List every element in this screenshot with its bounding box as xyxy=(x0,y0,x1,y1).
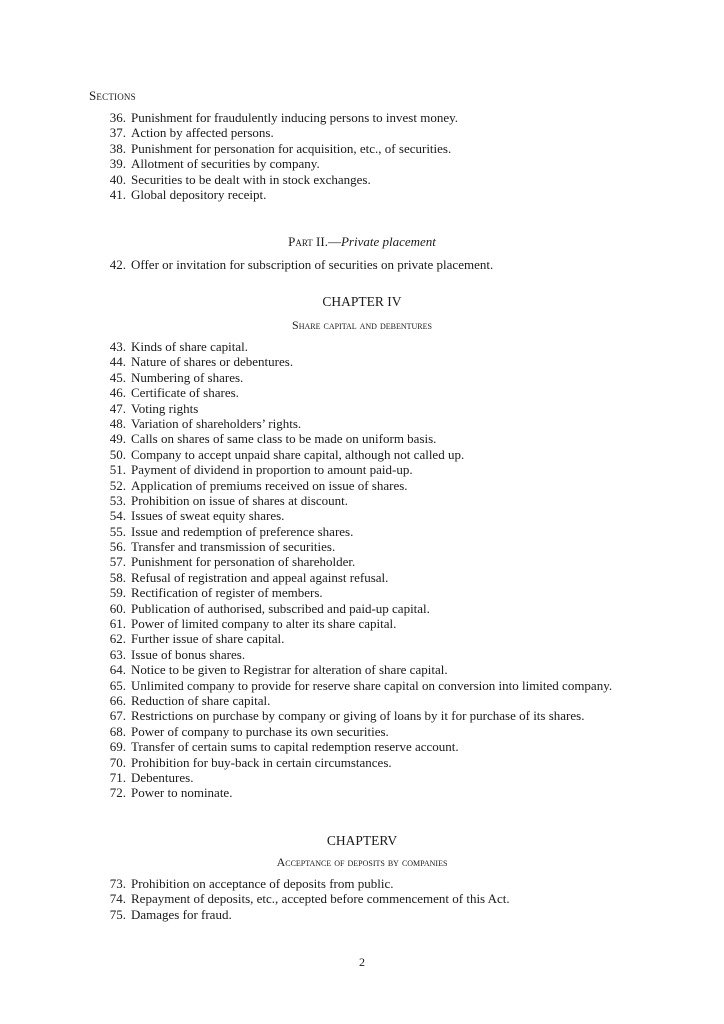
section-item xyxy=(0,585,724,600)
section-title: Power of limited company to alter its share capital. xyxy=(131,616,397,632)
section-item xyxy=(0,708,724,723)
section-title: Nature of shares or debentures. xyxy=(131,354,294,370)
section-item xyxy=(0,172,724,187)
section-title: Prohibition on acceptance of deposits from public. xyxy=(131,876,394,891)
section-number: 50. xyxy=(109,446,126,462)
section-number: 69. xyxy=(109,739,126,755)
part-title: Private placement xyxy=(340,234,436,249)
part-prefix: Part II. xyxy=(288,234,328,249)
section-item xyxy=(0,462,724,477)
section-number: 64. xyxy=(109,662,126,678)
section-number: 37. xyxy=(109,125,126,141)
section-title: Prohibition on issue of shares at discount. xyxy=(131,492,349,508)
section-item xyxy=(0,431,724,446)
section-title: Punishment for personation for acquisition, etc., of securities. xyxy=(131,140,452,156)
section-title: Securities to be dealt with in stock exchanges. xyxy=(131,171,371,187)
section-number: 60. xyxy=(109,600,126,616)
section-number: 73. xyxy=(109,876,126,891)
section-title: Publication of authorised, subscribed and paid-up capital. xyxy=(131,600,430,616)
section-list-group3 xyxy=(0,339,724,801)
section-title: Punishment for fraudulently inducing persons to invest money. xyxy=(131,110,458,125)
section-item xyxy=(0,339,724,354)
section-title: Further issue of share capital. xyxy=(131,631,285,647)
section-number: 74. xyxy=(109,891,126,907)
section-title: Damages for fraud. xyxy=(131,906,232,922)
section-item xyxy=(0,876,724,891)
section-title: Refusal of registration and appeal against refusal. xyxy=(131,569,389,585)
section-title: Repayment of deposits, etc., accepted before commencement of this Act. xyxy=(131,891,510,907)
section-number: 61. xyxy=(109,616,126,632)
section-list-group1 xyxy=(0,110,724,202)
section-title: Action by affected persons. xyxy=(131,125,274,141)
section-number: 65. xyxy=(109,677,126,693)
section-number: 62. xyxy=(109,631,126,647)
section-list-group4 xyxy=(0,876,724,922)
section-item xyxy=(0,724,724,739)
section-title: Power to nominate. xyxy=(131,785,233,801)
section-number: 36. xyxy=(109,110,126,125)
section-item xyxy=(0,125,724,140)
section-title: Transfer and transmission of securities. xyxy=(131,539,336,555)
section-item xyxy=(0,693,724,708)
section-number: 46. xyxy=(109,385,126,401)
section-title: Numbering of shares. xyxy=(131,369,244,385)
section-title: Issue of bonus shares. xyxy=(131,646,246,662)
section-item xyxy=(0,891,724,906)
section-item xyxy=(0,187,724,202)
section-number: 70. xyxy=(109,754,126,770)
section-title: Reduction of share capital. xyxy=(131,692,271,708)
chapter-5-subtitle: Acceptance of deposits by companies xyxy=(276,855,448,869)
section-item xyxy=(0,554,724,569)
part-dash: — xyxy=(327,234,341,249)
section-item xyxy=(0,647,724,662)
section-item xyxy=(0,156,724,171)
part-heading xyxy=(0,234,724,250)
chapter-5-title: CHAPTERV xyxy=(326,833,398,848)
section-number: 40. xyxy=(109,171,126,187)
section-item xyxy=(0,416,724,431)
section-title: Notice to be given to Registrar for alteration of share capital. xyxy=(131,662,448,678)
section-title: Transfer of certain sums to capital redemption reserve account. xyxy=(131,739,459,755)
section-number: 68. xyxy=(109,723,126,739)
section-item xyxy=(0,539,724,554)
section-title: Power of company to purchase its own securities. xyxy=(131,723,389,739)
section-title: Allotment of securities by company. xyxy=(131,156,320,172)
section-title: Rectification of register of members. xyxy=(131,585,323,601)
section-title: Global depository receipt. xyxy=(131,186,267,202)
section-item xyxy=(0,755,724,770)
section-number: 56. xyxy=(109,539,126,555)
section-title: Punishment for personation of shareholder. xyxy=(131,554,356,570)
section-title: Restrictions on purchase by company or giving of loans by it for purchase of its shares. xyxy=(131,708,585,724)
section-number: 58. xyxy=(109,569,126,585)
section-item xyxy=(0,739,724,754)
section-title: Payment of dividend in proportion to amount paid-up. xyxy=(131,462,413,478)
section-title: Offer or invitation for subscription of securities on private placement. xyxy=(131,257,494,272)
section-number: 54. xyxy=(109,508,126,524)
section-item xyxy=(0,447,724,462)
section-list-group2 xyxy=(0,257,724,272)
section-title: Unlimited company to provide for reserve share capital on conversion into limited company. xyxy=(131,677,613,693)
section-title: Kinds of share capital. xyxy=(131,339,248,354)
section-title: Debentures. xyxy=(131,769,194,785)
section-item xyxy=(0,257,724,272)
section-number: 72. xyxy=(109,785,126,801)
section-number: 52. xyxy=(109,477,126,493)
section-item xyxy=(0,110,724,125)
section-item xyxy=(0,493,724,508)
section-number: 49. xyxy=(109,431,126,447)
chapter-4-subtitle: Share capital and debentures xyxy=(292,318,432,332)
section-number: 44. xyxy=(109,354,126,370)
section-number: 51. xyxy=(109,462,126,478)
section-item xyxy=(0,785,724,800)
section-item xyxy=(0,478,724,493)
section-item xyxy=(0,678,724,693)
section-number: 45. xyxy=(109,369,126,385)
section-number: 48. xyxy=(109,415,126,431)
section-item xyxy=(0,508,724,523)
section-title: Issue and redemption of preference shares. xyxy=(131,523,354,539)
section-number: 38. xyxy=(109,140,126,156)
section-item xyxy=(0,631,724,646)
section-title: Variation of shareholders’ rights. xyxy=(131,415,302,431)
section-title: Issues of sweat equity shares. xyxy=(131,508,285,524)
section-title: Prohibition for buy-back in certain circumstances. xyxy=(131,754,392,770)
sections-heading: Sections xyxy=(89,88,136,103)
section-item xyxy=(0,601,724,616)
section-number: 59. xyxy=(109,585,126,601)
section-item xyxy=(0,354,724,369)
section-item xyxy=(0,570,724,585)
section-number: 41. xyxy=(109,186,126,202)
section-item xyxy=(0,385,724,400)
section-number: 63. xyxy=(109,646,126,662)
section-title: Calls on shares of same class to be made on uniform basis. xyxy=(131,431,437,447)
page-number: 2 xyxy=(359,955,365,969)
section-number: 66. xyxy=(109,692,126,708)
section-item xyxy=(0,907,724,922)
section-number: 43. xyxy=(109,339,126,354)
section-item xyxy=(0,616,724,631)
section-title: Certificate of shares. xyxy=(131,385,239,401)
section-title: Application of premiums received on issue of shares. xyxy=(131,477,408,493)
section-title: Voting rights xyxy=(131,400,199,416)
section-number: 75. xyxy=(109,906,126,922)
section-number: 57. xyxy=(109,554,126,570)
section-item xyxy=(0,770,724,785)
section-number: 53. xyxy=(109,492,126,508)
section-item xyxy=(0,662,724,677)
section-number: 47. xyxy=(109,400,126,416)
chapter-4-title: CHAPTER IV xyxy=(322,294,402,309)
section-number: 55. xyxy=(109,523,126,539)
section-item xyxy=(0,524,724,539)
section-title: Company to accept unpaid share capital, although not called up. xyxy=(131,446,465,462)
section-item xyxy=(0,401,724,416)
section-number: 67. xyxy=(109,708,126,724)
section-number: 71. xyxy=(109,769,126,785)
section-number: 39. xyxy=(109,156,126,172)
section-item xyxy=(0,370,724,385)
section-number: 42. xyxy=(109,257,126,272)
section-item xyxy=(0,141,724,156)
